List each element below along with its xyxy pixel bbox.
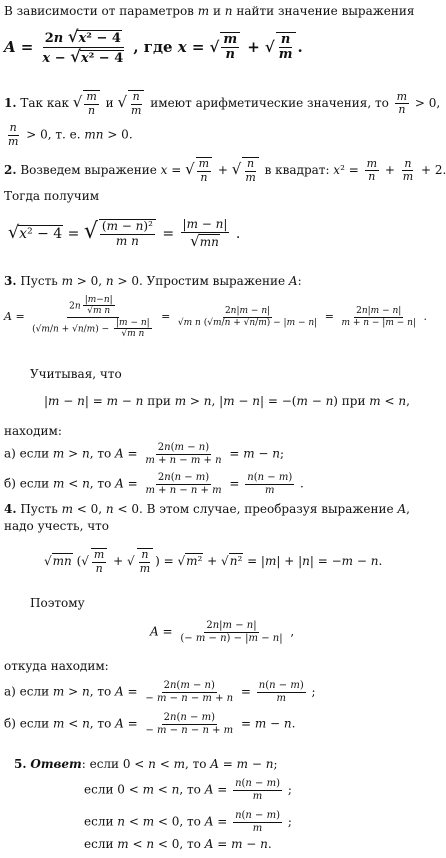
step-3-case-a: а) если m > n, то A = $\frac{2n(m - n)}{m + n - m + n}$ = m − n; xyxy=(4,442,285,466)
step-3-equation: A = 2n $\frac{|m-n|}{\text{√m n}}$ (√m/n + √n/m) − $\frac{|m - n|}{\text{√m n}}$ = $\frac{2n|m - n|}{\text{√m n (√m/n + √n/m) − |m − n|}}$ = $\frac{2n|m - n|}{m + n - |m - n|}$ . xyxy=(4,295,427,340)
step-4-so: Поэтому xyxy=(30,596,85,610)
step-1: 1. Так как √ $\frac{m}{n}$ и √ $\frac{n}{m}$ имеют арифметические значения, то $\frac{m}{n}$ > 0, xyxy=(4,89,441,117)
step-1-cont: $\frac{n}{m}$ > 0, т. е. mn > 0. xyxy=(8,121,133,148)
step-4-equation-2: A = $\frac{2n|m - n|}{(- m - n) - |m - n|}$ , xyxy=(150,620,295,644)
step-4: 4. Пусть m < 0, n < 0. В этом случае, преобразуя выражение A, xyxy=(4,502,410,516)
step-4-equation: √mn (√ $\frac{m}{n}$ + √ $\frac{n}{m}$ ) = √m² + √n² = |m| + |n| = −m − n. xyxy=(44,548,383,575)
step-3-consider: Учитывая, что xyxy=(30,367,122,381)
problem-statement: В зависимости от параметров m и n найти значение выражения xyxy=(4,4,415,18)
step-4-case-a: а) если m > n, то A = $\frac{2n(m - n)}{- m - n - m + n}$ = $\frac{n(n - m)}{m}$ ; xyxy=(4,680,316,704)
answer-line-4: если m < n < 0, то A = m − n. xyxy=(84,837,272,851)
step-2-equation: √x² − 4 = √ $\frac{\text{(m − n)²}}{\text{m n}}$ = $\frac{|m - n|}{√mn}$ . xyxy=(8,217,241,250)
step-4-whence: откуда находим: xyxy=(4,659,109,673)
answer-line-3: если n < m < 0, то A = $\frac{n(n - m)}{m}$ ; xyxy=(84,810,292,834)
step-3-abs: |m − n| = m − n при m > n, |m − n| = −(m − n) при m < n, xyxy=(44,394,410,408)
step-3-case-b: б) если m < n, то A = $\frac{2n(n - m)}{m + n - n + m}$ = $\frac{n(n - m)}{m}$ . xyxy=(4,472,304,496)
answer-line-1: 5. Ответ: если 0 < n < m, то A = m − n; xyxy=(14,757,278,771)
step-2: 2. Возведем выражение x = √ $\frac{m}{n}$ + √ $\frac{n}{m}$ в квадрат: x² = $\frac{m}{n}$ + $\frac{n}{m}$ + 2. xyxy=(4,156,446,184)
step-4-cont: надо учесть, что xyxy=(4,519,109,533)
answer-line-2: если 0 < m < n, то A = $\frac{n(n - m)}{m}$ ; xyxy=(84,778,292,802)
step-3: 3. Пусть m > 0, n > 0. Упростим выражение A: xyxy=(4,274,302,288)
step-4-case-b: б) если m < n, то A = $\frac{2n(n - m)}{- m - n - n + m}$ = m − n. xyxy=(4,712,296,736)
step-2-then: Тогда получим xyxy=(4,189,100,203)
step-3-find: находим: xyxy=(4,424,62,438)
main-formula: A = $\frac{\text{2n √x² − 4}}{\text{x − √x² − 4}}$ , где x = √ $\frac{m}{n}$ + √ $\frac{n}{m}$ . xyxy=(4,27,303,66)
